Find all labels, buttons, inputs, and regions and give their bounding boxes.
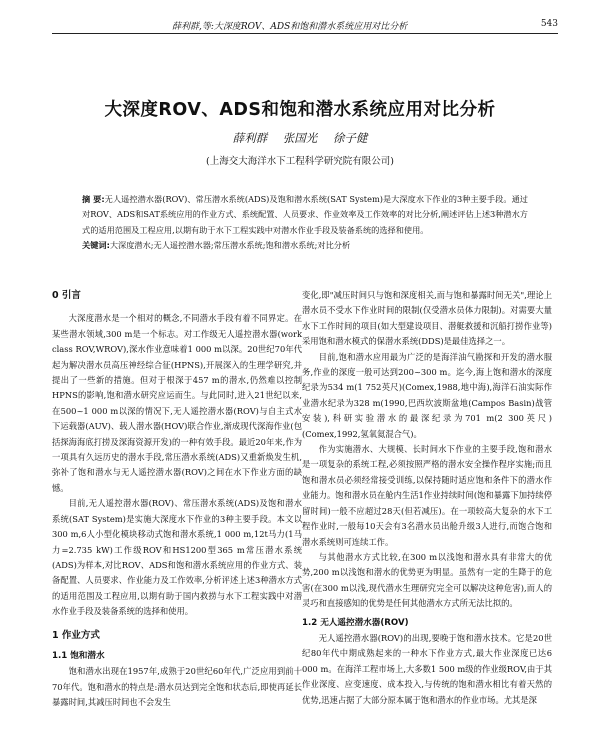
paragraph: 大深度潜水是一个相对的概念,不同潜水手段有着不同界定。在某些潜水领域,300 m是一个标志。对工作级无人遥控潜水器(work class ROV,WROV),深水作业意味着1 000 m以深。20世纪70年代起为解决潜水员高压神经综合征(HPNS),开展深入的生理学研究,并提出了一些新的措施。但对于根深于457 m的潜水,仍然难以控制HPNS的影响,饱和潜水研究应运而生。与此同时,进入21世纪以来,在500~1 000 m以深的情况下,无人遥控潜水器(ROV)与自主式水下运载器(AUV)、载人潜水器(HOV)联合作业,渐成现代深海作业(包括探海海底打捞及深海资源开发)的一种有效手段。最近20年来,作为一项具有久远历史的潜水手段,常压潜水系统(ADS)又重新焕发生机,弥补了饱和潜水与无人遥控潜水器(ROV)之间在水下作业方面的缺憾。 xyxy=(52,313,302,493)
page-number: 543 xyxy=(540,19,558,29)
paragraph: 作为实施潜水、大规模、长时间水下作业的主要手段,饱和潜水是一项复杂的系统工程,必须按照严格的潜水安全操作程序实施;而且饱和潜水员必须经常接受训练,以保持随时适应饱和条件下的潜水作业能力。饱和潜水员在舱内生活1作业持续时间(饱和暴露下加持续停留时间)一般不应超过28天(但若减压)。在一项较高大复杂的水下工程作业时,一般每10天会有3名潜水员出舱升级3人进行,而饱合饱和潜水系统则可连续工作。 xyxy=(302,444,552,547)
section-1-heading: 1 作业方式 xyxy=(52,629,100,641)
section-0-heading: 0 引言 xyxy=(52,290,81,301)
subsection-1-1-heading: 1.1 饱和潜水 xyxy=(52,650,105,661)
abstract-text: 无人遥控潜水器(ROV)、常压潜水系统(ADS)及饱和潜水系统(SAT System)是大深度水下作业的3种主要手段。通过对ROV、ADS和SAT系统应用的作业方式、系统配置、人员要求、作业效率及工作效率的对比分析,阐述评估上述3种潜水方式的适用范围及工程应用,以期有助于水下工程实践中对潜水作业手段及装备系统的选择和使用。 xyxy=(82,194,528,235)
paragraph: 无人遥控潜水器(ROV)的出现,要晚于饱和潜水技术。它是20世纪80年代中期成熟起来的一种水下作业方式,最大作业深度已达6 000 m。在海洋工程市场上,大多数1 500 m级的作业级ROV,由于其作业深度、应变速度、成本投入,与传统的饱和潜水相比有着天然的优势,迅速占据了大部分原本属于饱和潜水的作业市场。尤其是深 xyxy=(302,632,552,705)
running-head xyxy=(52,18,558,34)
paragraph: 目前,无人遥控潜水器(ROV)、常压潜水系统(ADS)及饱和潜水系统(SAT System)是实施大深度水下作业的3种主要手段。本文以300 m,6人小型化模块移动式饱和潜水系统,1 000 m,12t马力(1马力=2.735 kW)工作级ROV和HS1200型365 m常压潜水系统(ADS)为样本,对比ROV、ADS和饱和潜水系统应用的作业方式、装备配置、人员要求、作业能力及工作效率,分析评述上述3种潜水方式的适用范围及工程应用,以期有助于国内救捞与水下工程实践中对潜水作业手段及装备系统的选择和使用。 xyxy=(52,498,302,617)
right-column xyxy=(302,288,552,708)
paragraph: 变化,即"减压时间只与饱和深度相关,而与饱和暴露时间无关",理论上潜水员不受水下作业时间的限制(仅受潜水员体力限制)。对需要大量水下工作时间的项目(如大型建设项目、潜艇救援和沉船打捞作业等)采用饱和潜水模式的保潜水系统(DDS)是最佳选择之一。 xyxy=(302,290,552,347)
abstract-block xyxy=(82,192,528,254)
abstract-label: 摘 要: xyxy=(82,194,105,204)
keywords-label: 关键词: xyxy=(82,240,110,251)
left-column xyxy=(52,288,302,711)
authors: 薛利群 张国光 徐子健 xyxy=(232,131,368,145)
running-title: 薛利群,等:大深度ROV、ADS和饱和潜水系统应用对比分析 xyxy=(172,22,408,32)
keywords-text: 大深度潜水;无人遥控潜水器;常压潜水系统;饱和潜水系统;对比分析 xyxy=(109,240,351,251)
affiliation: (上海交大海洋水下工程科学研究院有限公司) xyxy=(206,156,394,167)
abstract xyxy=(82,192,528,238)
paragraph: 饱和潜水出现在1957年,成熟于20世纪60年代,广泛应用到前十70年代。饱和潜水的特点是:潜水员达到完全饱和状态后,即使再延长暴露时间,其减压时间也不会发生 xyxy=(52,666,302,708)
paper-title: 大深度ROV、ADS和饱和潜水系统应用对比分析 xyxy=(104,100,496,120)
keywords xyxy=(82,238,528,253)
paragraph: 目前,饱和潜水应用最为广泛的是海洋油气勘探和开发的潜水服务,作业的深度一般可达到200~300 m。迄今,海上饱和潜水的深度纪录为534 m(1 752英尺)(Comex,1988,地中海),海洋石油实际作业潜水纪录为328 m(1990,巴西坎波斯盆地(Campos Basin)战管安装),科研实验潜水的最深纪录为701 m(2 300英尺)(Comex,1992,氢氧氦混合气)。 xyxy=(302,351,552,439)
subsection-1-2-heading: 1.2 无人遥控潜水器(ROV) xyxy=(302,617,409,628)
paragraph: 与其他潜水方式比较,在300 m以浅饱和潜水具有非常大的优势,200 m以浅饱和潜水的优势更为明显。虽然有一定的生降于的危害(在300 m以浅,现代潜水生理研究完全可以解决这种危害),而人的灵巧和直接感知的优势是任何其他潜水方式所无法比拟的。 xyxy=(302,551,552,609)
